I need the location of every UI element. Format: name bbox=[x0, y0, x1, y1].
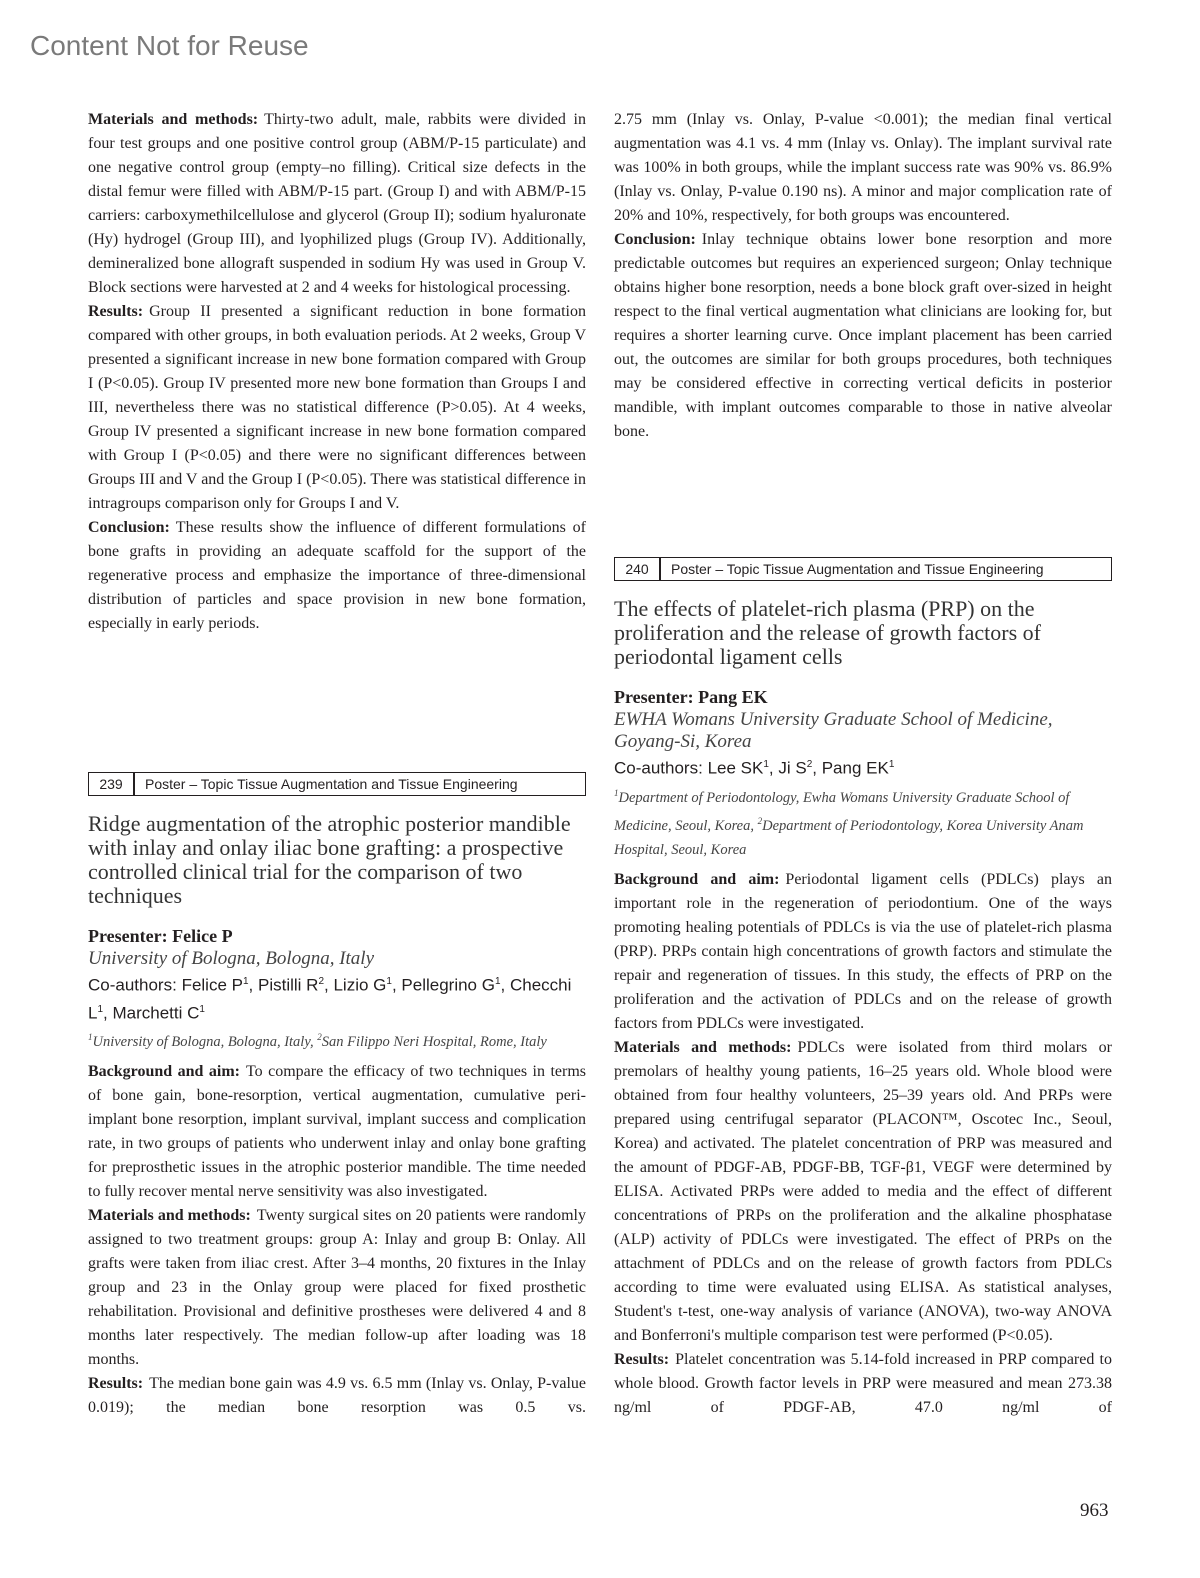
abstract-240 bbox=[614, 557, 1112, 1420]
coauthors: Co-authors: Lee $SK^1$, Ji $S^2$, Pang $EK^1$ bbox=[614, 758, 895, 778]
paragraph: Conclusion: Inlay technique obtains lower bone resorption and more predictable outcomes but requires an experienced surgeon; Onlay technique obtains higher bone resorption, needs a bone block graft over-sized in height respect to the final vertical augmentation what clinicians are looking for, but requires a shorter learning curve. Once implant placement has been carried out, the outcomes are similar for both groups procedures, both techniques may be considered effective in correcting vertical deficits in posterior mandible, with implant outcomes comparable to those in native alveolar bone. bbox=[614, 231, 1112, 440]
paragraph: Results: Platelet concentration was 5.14-fold increased in PRP compared to whole blood. Growth factor levels in PRP were measured and mean 273.38 ng/ml of PDGF-AB, 47.0 ng/ml of bbox=[614, 1351, 1112, 1417]
abstract-number: 240 bbox=[615, 558, 661, 580]
abstract-239-continued bbox=[614, 108, 1112, 444]
abstract-239 bbox=[88, 772, 586, 1420]
abstract-header-box bbox=[88, 772, 586, 796]
coauthors: Co-authors: Felice $P^1$, Pistilli $R^2$, Lizio $G^1$, Pellegrino $G^1$, Checchi $L^1$, Marchetti $C^1$ bbox=[88, 975, 572, 1023]
paragraph: Materials and methods: PDLCs were isolated from third molars or premolars of healthy young patients, 16–25 years old. Whole blood were obtained from four healthy volunteers, 25–39 years old. And PRPs were prepared using centrifugal separator (PLACON™, Oscotec Inc., Seoul, Korea) and activated. The platelet concentration of PRP was measured and the amount of PDGF-AB, PDGF-BB, TGF-β1, VEGF were determined by ELISA. Activated PRPs were added to media and the effect of different concentrations of PRPs on the proliferation and the alkaline phosphatase (ALP) activity of PDLCs were investigated. The effect of PRPs on the attachment of PDLCs and on the release of growth factors from PDLCs according to time were evaluated using ELISA. As statistical analyses, Student's t-test, one-way analysis of variance (ANOVA), two-way ANOVA and Bonferroni's multiple comparison test were performed (P<0.05). bbox=[614, 1039, 1113, 1345]
affiliations: $^1$Department of Periodontology, Ewha Womans University Graduate School of Medicine, Seoul, Korea, $^2$Department of Periodontology, Korea University Anam Hospital, Seoul, Korea bbox=[614, 787, 1084, 859]
paragraph: Background and aim: Periodontal ligament cells (PDLCs) plays an important role in the regeneration of periodontium. One of the ways promoting healing potentials of PDLCs is via the use of platelet-rich plasma (PRP). PRPs contain high concentrations of growth factors and stimulate the repair and regeneration of tissues. In this study, the effects of PRP on the proliferation and the activation of PDLCs and on the release of growth factors from PDLCs were investigated. bbox=[614, 871, 1112, 1033]
page-number: 963 bbox=[1080, 1500, 1109, 1521]
paragraph: Background and aim: To compare the efficacy of two techniques in terms of bone gain, bone-resorption, vertical augmentation, cumulative peri-implant bone resorption, implant survival, implant success and complication rate, in two groups of patients who underwent inlay and onlay bone grafting for preprosthetic issues in the atrophic posterior mandible. The time needed to fully recover mental nerve sensitivity was also investigated. bbox=[88, 1063, 586, 1201]
paragraph: Results: The median bone gain was 4.9 vs. 6.5 mm (Inlay vs. Onlay, P-value 0.019); the median bone resorption was 0.5 vs. bbox=[88, 1375, 586, 1417]
abstract-header-box bbox=[614, 557, 1112, 581]
abstract-topic: Poster – Topic Tissue Augmentation and Tissue Engineering bbox=[145, 776, 518, 792]
paragraph: Materials and methods: Twenty surgical sites on 20 patients were randomly assigned to two treatment groups: group A: Inlay and group B: Onlay. All grafts were taken from iliac crest. After 3–4 months, 20 fixtures in the Inlay group and 23 in the Onlay group were placed for fixed prosthetic rehabilitation. Provisional and definitive prostheses were delivered 4 and 8 months later respectively. The median follow-up after loading was 18 months. bbox=[88, 1207, 587, 1369]
watermark: Content Not for Reuse bbox=[30, 30, 309, 61]
abstract-number: 239 bbox=[89, 773, 135, 795]
affiliations: $^1$University of Bologna, Bologna, Italy, $^2$San Filippo Neri Hospital, Rome, Italy bbox=[88, 1032, 547, 1051]
presenter: Presenter: Felice P bbox=[88, 926, 233, 946]
abstract-title: Ridge augmentation of the atrophic posterior mandible with inlay and onlay iliac bone grafting: a prospective controlled clinical trial for the comparison of two techniques bbox=[88, 811, 571, 908]
previous-abstract-tail bbox=[88, 108, 586, 636]
institution: University of Bologna, Bologna, Italy bbox=[88, 948, 375, 969]
institution: EWHA Womans University Graduate School of Medicine, Goyang-Si, Korea bbox=[614, 709, 1053, 752]
paragraph: 2.75 mm (Inlay vs. Onlay, P-value <0.001); the median final vertical augmentation was 4.1 vs. 4 mm (Inlay vs. Onlay). The implant survival rate was 100% in both groups, while the implant success rate was 90% vs. 86.9% (Inlay vs. Onlay, P-value 0.190 ns). A minor and major complication rate of 20% and 10%, respectively, for both groups was encountered. bbox=[614, 111, 1112, 224]
abstract-title: The effects of platelet-rich plasma (PRP) on the proliferation and the release of growth factors of periodontal ligament cells bbox=[614, 596, 1041, 669]
abstract-topic: Poster – Topic Tissue Augmentation and Tissue Engineering bbox=[671, 561, 1044, 577]
paragraph: Materials and methods: Thirty-two adult, male, rabbits were divided in four test groups and one positive control group (ABM/P-15 particulate) and one negative control group (empty–no filling). Critical size defects in the distal femur were filled with ABM/P-15 part. (Group I) and with ABM/P-15 carriers: carboxymethilcellulose and glycerol (Group II); sodium hyaluronate (Hy) hydrogel (Group III), and lyophilized plugs (Group IV). Additionally, demineralized bone allograft suspended in sodium Hy was used in Group V. Block sections were harvested at 2 and 4 weeks for histological processing. bbox=[88, 111, 586, 296]
paragraph: Results: Group II presented a significant reduction in bone formation compared with other groups, in both evaluation periods. At 2 weeks, Group V presented a significant increase in new bone formation compared with Group I (P<0.05). Group IV presented more new bone formation than Groups I and III, nevertheless there was no statistical difference (P>0.05). At 4 weeks, Group IV presented a significant increase in new bone formation compared with Group I (P<0.05) and there were no significant differences between Groups III and V and the Group I (P<0.05). There was statistical difference in intragroups comparison only for Groups I and V. bbox=[88, 303, 586, 512]
presenter: Presenter: Pang EK bbox=[614, 687, 768, 707]
paragraph: Conclusion: These results show the influence of different formulations of bone grafts in providing an adequate scaffold for the support of the regenerative process and emphasize the importance of three-dimensional distribution of particles and space provision in new bone formation, especially in early periods. bbox=[88, 519, 586, 632]
